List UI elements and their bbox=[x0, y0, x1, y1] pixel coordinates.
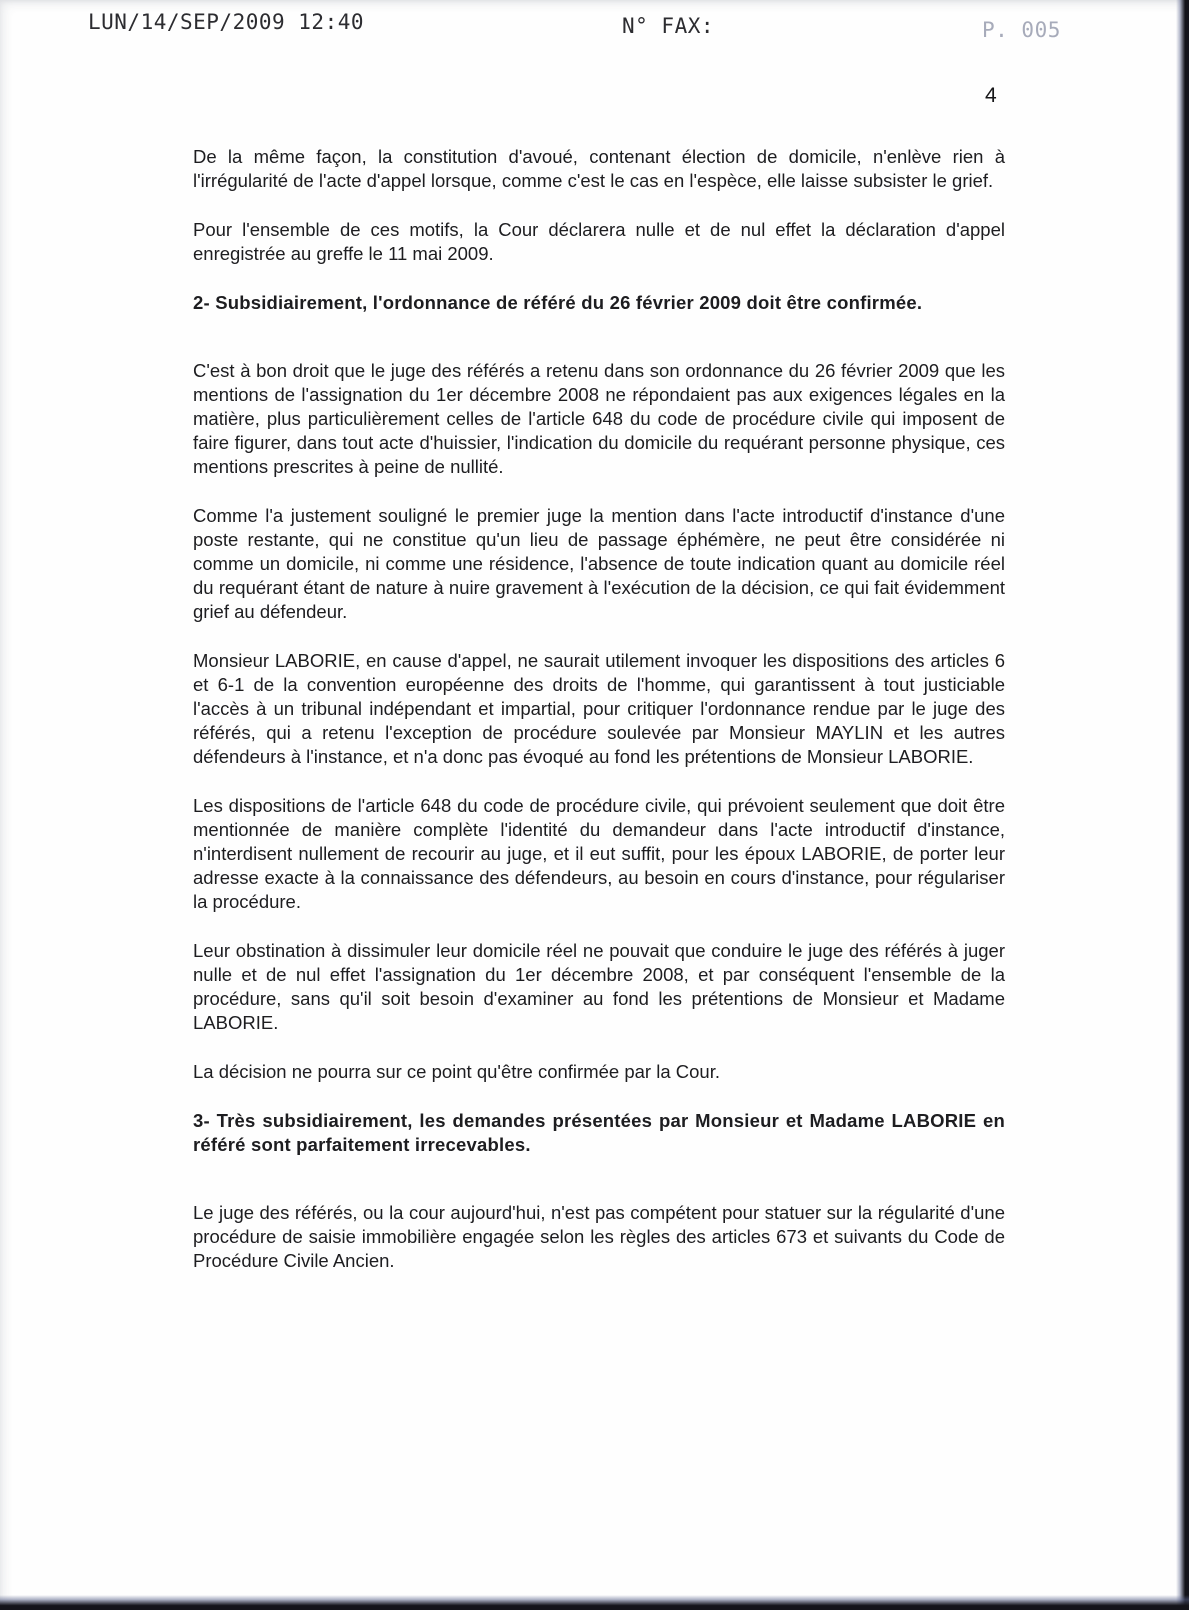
fax-number-label: N° FAX: bbox=[622, 14, 715, 38]
paragraph-article-648: Les dispositions de l'article 648 du code de procédure civile, qui prévoient seulement que doit être mentionnée de manière complète l'identité du demandeur dans l'acte introductif d'instance, n'interdisent nullement de recourir au juge, et il eut suffit, pour les époux LABORIE, de porter leur adresse exacte à la connaissance des défendeurs, au besoin en cours d'instance, pour régulariser la procédure. bbox=[193, 795, 1005, 912]
paragraph-avoue-domicile: De la même façon, la constitution d'avoué, contenant élection de domicile, n'enlève rien à l'irrégularité de l'acte d'appel lorsque, comme c'est le cas en l'espèce, elle laisse subsister le grief. bbox=[193, 146, 1005, 191]
paragraph-juge-competence: Le juge des référés, ou la cour aujourd'hui, n'est pas compétent pour statuer sur la régularité d'une procédure de saisie immobilière engagée selon les règles des articles 673 et suivants du Code de Procédure Civile Ancien. bbox=[193, 1202, 1005, 1271]
scan-edge-right bbox=[1176, 0, 1189, 1610]
paragraph-decision-confirmee: La décision ne pourra sur ce point qu'être confirmée par la Cour. bbox=[193, 1061, 720, 1082]
scan-edge-bottom bbox=[0, 1595, 1189, 1610]
fax-page-indicator: P. 005 bbox=[982, 18, 1061, 42]
section-heading-3: 3- Très subsidiairement, les demandes présentées par Monsieur et Madame LABORIE en référé sont parfaitement irrecevables. bbox=[193, 1110, 1005, 1155]
section-heading-2: 2- Subsidiairement, l'ordonnance de référé du 26 février 2009 doit être confirmée. bbox=[193, 292, 923, 313]
fax-datetime: LUN/14/SEP/2009 12:40 bbox=[88, 10, 365, 34]
document-body bbox=[193, 145, 1005, 1298]
paragraph-obstination: Leur obstination à dissimuler leur domicile réel ne pouvait que conduire le juge des référés à juger nulle et de nul effet l'assignation du 1er décembre 2008, et par conséquent l'ensemble de la procédure, sans qu'il soit besoin d'examiner au fond les prétentions de Monsieur et Madame LABORIE. bbox=[193, 940, 1005, 1033]
paragraph-declaration-nulle: Pour l'ensemble de ces motifs, la Cour déclarera nulle et de nul effet la déclaration d'appel enregistrée au greffe le 11 mai 2009. bbox=[193, 219, 1005, 264]
paragraph-ordonnance-retenu: C'est à bon droit que le juge des référés a retenu dans son ordonnance du 26 février 2009 que les mentions de l'assignation du 1er décembre 2008 ne répondaient pas aux exigences légales en la matière, plus particulièrement celles de l'article 648 du code de procédure civile qui imposent de faire figurer, dans tout acte d'huissier, l'indication du domicile du requérant personne physique, ces mentions prescrites à peine de nullité. bbox=[193, 360, 1005, 477]
page-number: 4 bbox=[985, 84, 997, 107]
paragraph-poste-restante: Comme l'a justement souligné le premier juge la mention dans l'acte introductif d'instance d'une poste restante, qui ne constitue qu'un lieu de passage éphémère, ne peut être considérée ni comme un domicile, ni comme une résidence, l'absence de toute indication quant au domicile réel du requérant étant de nature à nuire gravement à l'exécution de la décision, ce qui fait évidemment grief au défendeur. bbox=[193, 505, 1005, 622]
paragraph-convention-europeenne: Monsieur LABORIE, en cause d'appel, ne saurait utilement invoquer les dispositions des articles 6 et 6-1 de la convention européenne des droits de l'homme, qui garantissent à tout justiciable l'accès à un tribunal indépendant et impartial, pour critiquer l'ordonnance rendue par le juge des référés, qui a retenu l'exception de procédure soulevée par Monsieur MAYLIN et les autres défendeurs à l'instance, et n'a donc pas évoqué au fond les prétentions de Monsieur LABORIE. bbox=[193, 650, 1005, 767]
